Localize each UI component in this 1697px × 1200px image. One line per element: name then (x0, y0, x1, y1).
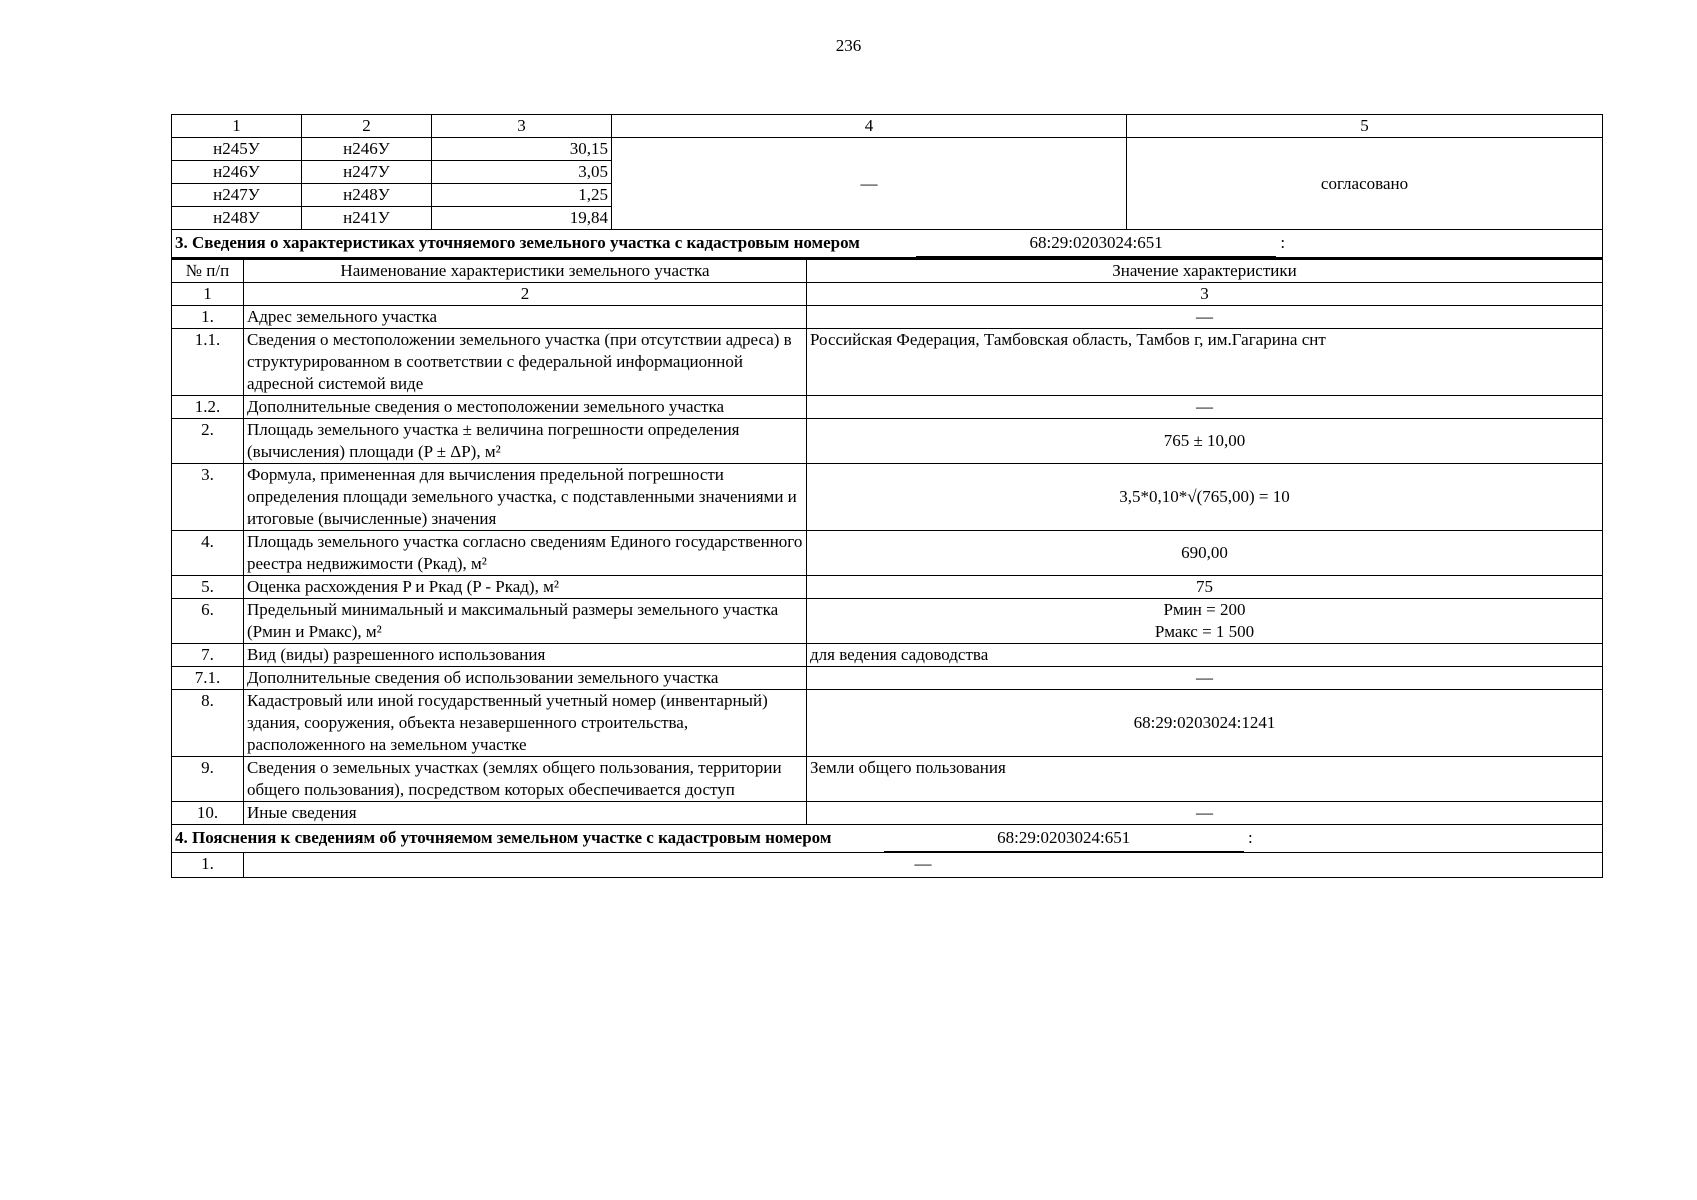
col5-value: согласовано (1127, 138, 1603, 230)
segment-length: 30,15 (432, 138, 612, 161)
row-number: 10. (172, 802, 244, 825)
section4-cadastral-number: 68:29:0203024:651 (884, 825, 1244, 852)
point-to: н246У (302, 138, 432, 161)
characteristic-name: Сведения о земельных участках (землях общего пользования, территории общего пользования), посредством которых обеспечивается доступ (244, 757, 807, 802)
header-cell: 4 (612, 115, 1127, 138)
section4-colon: : (1247, 828, 1253, 847)
document-sheet (171, 114, 1602, 878)
table-row (172, 419, 1603, 464)
characteristic-name: Оценка расхождения P и Ркад (P - Ркад), м² (244, 576, 807, 599)
col4-value: — (612, 138, 1127, 230)
characteristic-value: 765 ± 10,00 (807, 419, 1603, 464)
point-from: н246У (172, 161, 302, 184)
point-to: н241У (302, 207, 432, 230)
section3-heading-row (172, 230, 1603, 258)
characteristic-value (807, 599, 1603, 644)
characteristic-value: — (807, 306, 1603, 329)
table-row (172, 464, 1603, 531)
point-to: н248У (302, 184, 432, 207)
point-to: н247У (302, 161, 432, 184)
column-number: 3 (807, 283, 1603, 306)
characteristic-name: Дополнительные сведения о местоположении земельного участка (244, 396, 807, 419)
column-numbers-row (172, 283, 1603, 306)
row-number: 2. (172, 419, 244, 464)
characteristics-header (172, 259, 1603, 283)
table-row (172, 757, 1603, 802)
characteristic-name: Вид (виды) разрешенного использования (244, 644, 807, 667)
table-row (172, 576, 1603, 599)
characteristic-name: Площадь земельного участка ± величина погрешности определения (вычисления) площади (P ± ΔP), м² (244, 419, 807, 464)
header-cell: Наименование характеристики земельного участка (244, 259, 807, 283)
characteristic-value: Российская Федерация, Тамбовская область, Тамбов г, им.Гагарина снт (807, 329, 1603, 396)
characteristic-name: Дополнительные сведения об использовании земельного участка (244, 667, 807, 690)
column-number: 1 (172, 283, 244, 306)
row-number: 1.1. (172, 329, 244, 396)
characteristics-body (172, 306, 1603, 825)
section4-heading-row (172, 825, 1603, 853)
characteristic-value: для ведения садоводства (807, 644, 1603, 667)
point-from: н248У (172, 207, 302, 230)
table-row (172, 853, 1603, 878)
row-number: 1. (172, 306, 244, 329)
section3-title: 3. Сведения о характеристиках уточняемого земельного участка с кадастровым номером (175, 233, 860, 252)
characteristic-value: 3,5*0,10*√(765,00) = 10 (807, 464, 1603, 531)
table-row (172, 599, 1603, 644)
characteristic-name: Формула, примененная для вычисления предельной погрешности определения площади земельного участка, с подставленными значениями и итоговые (вычисленные) значения (244, 464, 807, 531)
row-number: 1. (172, 853, 244, 878)
table-row (172, 138, 1603, 161)
header-cell: Значение характеристики (807, 259, 1603, 283)
table-row (172, 329, 1603, 396)
border-table (171, 114, 1603, 258)
row-number: 4. (172, 531, 244, 576)
section3-colon: : (1280, 233, 1286, 252)
characteristic-name: Адрес земельного участка (244, 306, 807, 329)
row-number: 7. (172, 644, 244, 667)
table-row (172, 690, 1603, 757)
characteristic-value: 75 (807, 576, 1603, 599)
table-row (172, 396, 1603, 419)
column-number: 2 (244, 283, 807, 306)
row-number: 7.1. (172, 667, 244, 690)
characteristic-value: — (807, 802, 1603, 825)
table-row (172, 306, 1603, 329)
row-number: 3. (172, 464, 244, 531)
segment-length: 19,84 (432, 207, 612, 230)
point-from: н245У (172, 138, 302, 161)
characteristic-name: Кадастровый или иной государственный учетный номер (инвентарный) здания, сооружения, объекта незавершенного строительства, расположенного на земельном участке (244, 690, 807, 757)
row-number: 9. (172, 757, 244, 802)
section3-cadastral-number: 68:29:0203024:651 (916, 230, 1276, 257)
row-number: 8. (172, 690, 244, 757)
characteristic-name: Площадь земельного участка согласно сведениям Единого государственного реестра недвижимости (Ркад), м² (244, 531, 807, 576)
characteristic-value: Земли общего пользования (807, 757, 1603, 802)
row-number: 5. (172, 576, 244, 599)
header-cell: 3 (432, 115, 612, 138)
characteristic-value: 690,00 (807, 531, 1603, 576)
table-row (172, 644, 1603, 667)
segment-length: 1,25 (432, 184, 612, 207)
characteristics-table (171, 258, 1603, 878)
point-from: н247У (172, 184, 302, 207)
header-cell: № п/п (172, 259, 244, 283)
page-number: 236 (835, 36, 862, 55)
characteristic-value: 68:29:0203024:1241 (807, 690, 1603, 757)
row-number: 6. (172, 599, 244, 644)
header-cell: 1 (172, 115, 302, 138)
table-row (172, 802, 1603, 825)
header-cell: 2 (302, 115, 432, 138)
segment-length: 3,05 (432, 161, 612, 184)
table-row (172, 667, 1603, 690)
border-table-header (172, 115, 1603, 138)
value-line: Рмин = 200 (1163, 600, 1246, 619)
characteristic-name: Сведения о местоположении земельного участка (при отсутствии адреса) в структурированном в соответствии с федеральной информационной адресной системой виде (244, 329, 807, 396)
characteristic-name: Предельный минимальный и максимальный размеры земельного участка (Рмин и Рмакс), м² (244, 599, 807, 644)
characteristic-value: — (807, 667, 1603, 690)
characteristic-name: Иные сведения (244, 802, 807, 825)
table-row (172, 531, 1603, 576)
row-value: — (244, 853, 1603, 878)
characteristic-value: — (807, 396, 1603, 419)
row-number: 1.2. (172, 396, 244, 419)
header-cell: 5 (1127, 115, 1603, 138)
section4-title: 4. Пояснения к сведениям об уточняемом земельном участке с кадастровым номером (175, 828, 832, 847)
value-line: Рмакс = 1 500 (1154, 622, 1255, 641)
